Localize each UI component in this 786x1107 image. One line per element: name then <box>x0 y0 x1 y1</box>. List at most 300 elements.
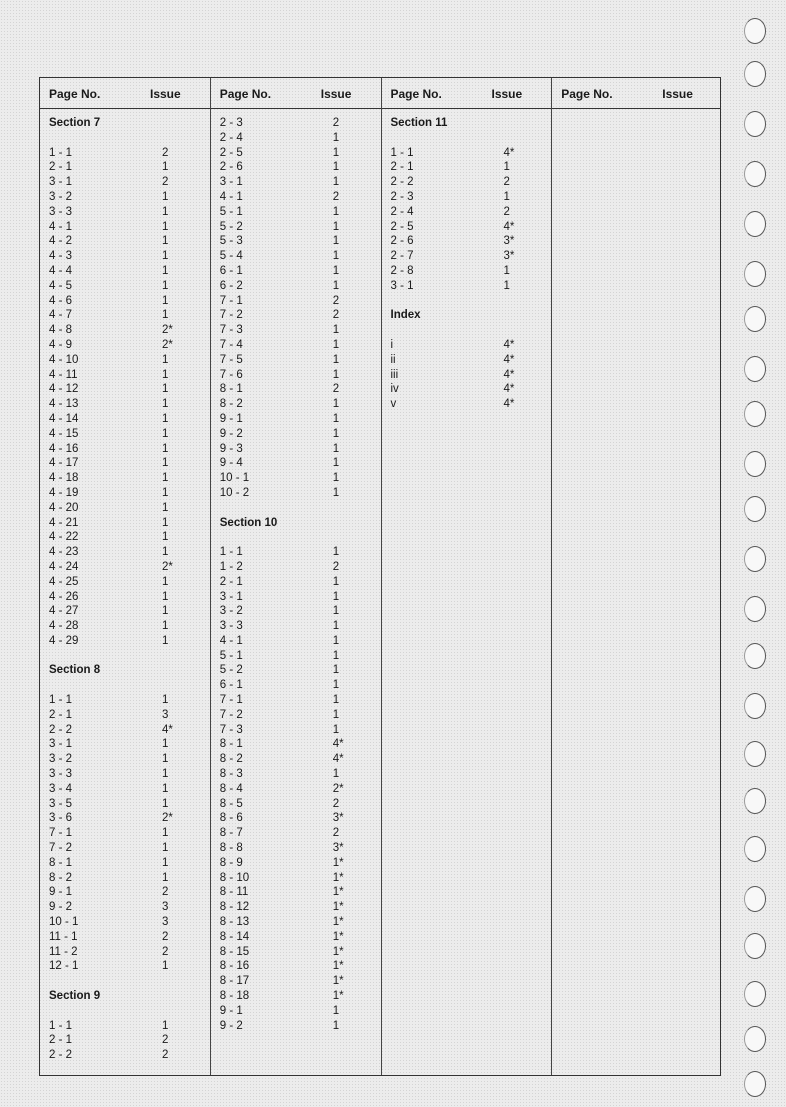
table-row <box>211 220 381 235</box>
page-number: 4 - 16 <box>49 442 79 455</box>
page-number: 11 - 2 <box>49 945 78 958</box>
issue-number: 1 <box>162 383 169 396</box>
page-number: 3 - 2 <box>219 605 243 618</box>
issue-number: 2 <box>332 294 340 307</box>
page-number: 8 - 12 <box>219 901 250 914</box>
issue-number: 1 <box>332 708 340 721</box>
page-number: 2 - 1 <box>49 1034 73 1047</box>
table-row <box>40 856 210 871</box>
binder-hole <box>744 451 766 477</box>
page-number: 8 - 10 <box>219 871 250 884</box>
page-number: 4 - 1 <box>49 220 73 233</box>
page-number: 2 - 6 <box>390 235 414 248</box>
issue-number: 1 <box>162 161 169 174</box>
page-number: i <box>390 338 394 351</box>
issue-number: 1* <box>332 886 344 899</box>
page-number: iii <box>390 368 399 381</box>
page-number: 7 - 2 <box>219 309 243 322</box>
table-row <box>211 915 381 930</box>
page-number: 4 - 27 <box>49 605 79 618</box>
page-number: 5 - 2 <box>219 220 243 233</box>
issue-number: 1 <box>162 738 169 751</box>
table-row <box>40 708 210 723</box>
binder-hole <box>744 643 766 669</box>
issue-number: 2* <box>162 338 173 351</box>
issue-number: 2 <box>332 560 340 573</box>
table-row <box>211 116 381 131</box>
table-row <box>382 279 552 294</box>
page-number: 4 - 9 <box>49 338 73 351</box>
page-number: 7 - 6 <box>219 368 243 381</box>
page-number: 1 - 1 <box>219 546 243 559</box>
table-row <box>211 545 381 560</box>
page-number: 7 - 4 <box>219 338 243 351</box>
page-number: 4 - 2 <box>49 235 73 248</box>
issue-number: 1* <box>332 856 344 869</box>
table-row <box>40 456 210 471</box>
issue-number: 1 <box>332 457 340 470</box>
issue-number: 1 <box>332 368 340 381</box>
table-row <box>40 649 210 664</box>
issue-number: 2 <box>162 1049 169 1062</box>
issue-number: 3 <box>162 708 169 721</box>
table-row <box>211 397 381 412</box>
page-number: 4 - 14 <box>49 412 79 425</box>
column-header <box>552 78 720 109</box>
table-row <box>382 205 552 220</box>
column-body <box>552 109 720 116</box>
issue-number: 2 <box>162 886 169 899</box>
issue-number: 1 <box>332 575 340 588</box>
issue-number: 1 <box>162 427 169 440</box>
issue-number: 1 <box>162 546 169 559</box>
page-number: 1 - 1 <box>49 694 73 707</box>
table-row <box>211 427 381 442</box>
table-row <box>211 323 381 338</box>
issue-number: 1 <box>162 190 169 203</box>
table-row <box>211 456 381 471</box>
table-row <box>382 146 552 161</box>
issue-number: 1 <box>332 235 340 248</box>
issue-number: 1 <box>503 161 510 174</box>
page-number: 12 - 1 <box>49 960 79 973</box>
issue-number: 4* <box>503 146 515 159</box>
table-row <box>40 220 210 235</box>
issue-number: 2 <box>332 827 340 840</box>
issue-number: 2 <box>162 176 169 189</box>
page-number: 9 - 1 <box>49 886 73 899</box>
issue-number: 1 <box>332 250 340 263</box>
table-row <box>211 353 381 368</box>
column-body <box>40 109 210 1063</box>
issue-number: 1 <box>332 486 340 499</box>
page-number: 1 - 1 <box>390 146 414 159</box>
binder-hole <box>744 211 766 237</box>
table-row <box>40 619 210 634</box>
page-number: 1 - 2 <box>219 560 243 573</box>
table-column <box>40 78 211 1075</box>
page-number: 6 - 2 <box>219 279 243 292</box>
column-header <box>382 78 552 109</box>
column-body <box>211 109 381 1033</box>
page-number: 8 - 2 <box>49 871 73 884</box>
table-row <box>40 190 210 205</box>
issue-number: 1 <box>162 871 169 884</box>
table-row <box>211 945 381 960</box>
page-number: 9 - 1 <box>219 412 243 425</box>
page-no-header: Page No. <box>390 87 442 101</box>
table-row <box>40 249 210 264</box>
page-number: 3 - 1 <box>219 590 243 603</box>
table-row <box>211 1004 381 1019</box>
page-number: 3 - 2 <box>49 190 73 203</box>
issue-number: 1 <box>332 768 340 781</box>
table-row <box>40 146 210 161</box>
table-row <box>211 486 381 501</box>
page-number: 4 - 1 <box>219 190 243 203</box>
table-row <box>382 353 552 368</box>
issue-number: 1 <box>332 472 340 485</box>
table-row <box>382 249 552 264</box>
table-row <box>40 930 210 945</box>
issue-number: 2* <box>162 812 173 825</box>
page-number: 1 - 1 <box>49 1019 73 1032</box>
issue-number: 1 <box>162 294 169 307</box>
issue-number: 2 <box>162 945 169 958</box>
issue-number: 3* <box>503 235 515 248</box>
table-row <box>40 752 210 767</box>
page-number: 8 - 2 <box>219 398 243 411</box>
section-heading: Section 7 <box>49 117 101 129</box>
page-number: 6 - 1 <box>219 679 243 692</box>
table-row <box>211 619 381 634</box>
table-row <box>382 175 552 190</box>
issue-number: 1 <box>332 324 340 337</box>
page-number: 3 - 3 <box>49 205 73 218</box>
page-number: 4 - 29 <box>49 634 79 647</box>
table-row <box>211 649 381 664</box>
issue-number: 4* <box>162 723 173 736</box>
issue-number: 1 <box>332 427 340 440</box>
issue-number: 4* <box>503 353 515 366</box>
page-number: 5 - 4 <box>219 250 243 263</box>
binder-hole <box>744 401 766 427</box>
page-number: 8 - 5 <box>219 797 243 810</box>
section-heading: Section 9 <box>49 990 101 1003</box>
issue-number: 3* <box>332 842 344 855</box>
table-row <box>382 397 552 412</box>
page-number: v <box>390 398 397 411</box>
table-row <box>382 294 552 309</box>
page-number: 9 - 3 <box>219 442 243 455</box>
issue-number: 1* <box>332 960 344 973</box>
page-number: 2 - 4 <box>390 205 414 218</box>
issue-number: 1 <box>162 250 169 263</box>
table-row <box>40 575 210 590</box>
page-number: 4 - 12 <box>49 383 79 396</box>
table-row <box>40 545 210 560</box>
issue-number: 1 <box>332 649 340 662</box>
table-row <box>40 604 210 619</box>
issue-number: 1* <box>332 990 344 1003</box>
issue-number: 1 <box>332 131 340 144</box>
issue-number: 4* <box>503 368 515 381</box>
page-number: 9 - 2 <box>219 1019 243 1032</box>
table-row <box>40 353 210 368</box>
page-number: 8 - 11 <box>219 886 249 899</box>
table-row <box>40 811 210 826</box>
issue-number: 1 <box>162 472 169 485</box>
issue-header: Issue <box>150 87 181 101</box>
issue-number: 4* <box>332 738 344 751</box>
issue-number: 1 <box>162 235 169 248</box>
issue-number: 1 <box>332 605 340 618</box>
page-number: 4 - 13 <box>49 398 79 411</box>
page-number: 4 - 1 <box>219 634 243 647</box>
table-row <box>40 486 210 501</box>
page-number: 8 - 8 <box>219 842 243 855</box>
page-number: 2 - 2 <box>390 176 414 189</box>
page-number: 6 - 1 <box>219 264 243 277</box>
page-number: 3 - 1 <box>49 738 73 751</box>
page-number: 4 - 23 <box>49 546 79 559</box>
table-row <box>40 264 210 279</box>
table-row <box>40 516 210 531</box>
page-number: 3 - 1 <box>390 279 414 292</box>
issue-number: 1 <box>162 353 169 366</box>
issue-number: 1 <box>332 353 340 366</box>
page-number: 2 - 8 <box>390 264 414 277</box>
table-row <box>211 590 381 605</box>
page-number: 4 - 15 <box>49 427 79 440</box>
table-row <box>211 782 381 797</box>
table-row <box>211 752 381 767</box>
table-row <box>40 959 210 974</box>
table-row <box>211 900 381 915</box>
page-number: 1 - 1 <box>49 146 73 159</box>
page-number: 5 - 1 <box>219 205 243 218</box>
section-heading: Section 10 <box>219 516 278 529</box>
table-row <box>40 382 210 397</box>
page-number: 2 - 2 <box>49 1049 73 1062</box>
page-number: 5 - 2 <box>219 664 243 677</box>
issue-number: 1 <box>332 398 340 411</box>
section-heading-row <box>211 516 381 531</box>
table-row <box>211 308 381 323</box>
page-number: 3 - 1 <box>49 176 73 189</box>
page-number: 3 - 2 <box>49 753 73 766</box>
page-number: 10 - 2 <box>219 486 250 499</box>
table-row <box>40 471 210 486</box>
table-row <box>211 634 381 649</box>
page-number: 8 - 13 <box>219 916 250 929</box>
issue-number: 1 <box>162 368 169 381</box>
table-row <box>211 604 381 619</box>
page-number: 2 - 1 <box>390 161 414 174</box>
page-number: 5 - 1 <box>219 649 243 662</box>
page-number: 8 - 6 <box>219 812 243 825</box>
section-heading-row <box>40 116 210 131</box>
binder-hole <box>744 496 766 522</box>
page-number: 2 - 6 <box>219 161 243 174</box>
table-row <box>40 900 210 915</box>
table-row <box>40 678 210 693</box>
section-heading: Section 11 <box>390 117 448 129</box>
issue-number: 1 <box>162 842 169 855</box>
issue-number: 1 <box>162 264 169 277</box>
issue-number: 2* <box>162 324 173 337</box>
issue-number: 1 <box>332 338 340 351</box>
page-number: 7 - 1 <box>219 694 243 707</box>
issue-number: 1 <box>332 279 340 292</box>
issue-number: 1 <box>162 412 169 425</box>
table-row <box>40 397 210 412</box>
binder-hole <box>744 18 766 44</box>
page-number: 11 - 1 <box>49 930 78 943</box>
issue-number: 4* <box>503 398 515 411</box>
issue-number: 2 <box>332 383 340 396</box>
issue-number: 1 <box>162 1019 169 1032</box>
page-number: 4 - 19 <box>49 486 79 499</box>
table-row <box>211 1019 381 1034</box>
table-row <box>211 338 381 353</box>
binder-hole <box>744 1071 766 1097</box>
page-number: 7 - 3 <box>219 723 243 736</box>
page-number: 2 - 1 <box>219 575 243 588</box>
issue-number: 1 <box>332 264 340 277</box>
table-row <box>382 264 552 279</box>
table-row <box>40 368 210 383</box>
issue-number: 1 <box>162 960 169 973</box>
table-column <box>211 78 382 1075</box>
section-heading-row <box>40 989 210 1004</box>
table-row <box>40 530 210 545</box>
table-row <box>211 560 381 575</box>
table-row <box>382 323 552 338</box>
table-row <box>40 974 210 989</box>
issue-number: 2 <box>332 190 340 203</box>
binder-hole <box>744 981 766 1007</box>
table-row <box>40 279 210 294</box>
issue-header: Issue <box>491 87 523 101</box>
page-number: 3 - 6 <box>49 812 73 825</box>
binder-hole <box>744 261 766 287</box>
page-number: 10 - 1 <box>49 916 79 929</box>
table-row <box>211 530 381 545</box>
issue-number: 1 <box>162 575 169 588</box>
table-row <box>40 501 210 516</box>
issue-number: 4* <box>503 220 515 233</box>
page-number: 4 - 7 <box>49 309 73 322</box>
issue-number: 1* <box>332 945 344 958</box>
issue-number: 1 <box>162 856 169 869</box>
table-row <box>40 323 210 338</box>
issue-number: 1 <box>332 546 340 559</box>
table-row <box>211 412 381 427</box>
binder-hole <box>744 161 766 187</box>
page-number: 8 - 4 <box>219 782 243 795</box>
issue-number: 1 <box>162 486 169 499</box>
column-header <box>211 78 381 109</box>
issue-number: 2 <box>332 117 340 129</box>
page-number: 2 - 4 <box>219 131 243 144</box>
page-number: 3 - 1 <box>219 176 243 189</box>
binder-hole <box>744 596 766 622</box>
issue-number: 1 <box>162 605 169 618</box>
table-row <box>211 737 381 752</box>
issue-number: 3 <box>162 916 169 929</box>
table-row <box>40 885 210 900</box>
page-number: 10 - 1 <box>219 472 250 485</box>
page-number: 2 - 2 <box>49 723 73 736</box>
binder-hole <box>744 61 766 87</box>
issue-number: 1 <box>332 694 340 707</box>
page-number: 3 - 3 <box>219 620 243 633</box>
table-row <box>211 989 381 1004</box>
table-row <box>40 871 210 886</box>
issue-number: 1 <box>162 782 169 795</box>
page-number: 3 - 5 <box>49 797 73 810</box>
table-row <box>211 234 381 249</box>
page-number: 7 - 3 <box>219 324 243 337</box>
table-row <box>40 308 210 323</box>
issue-number: 1 <box>162 442 169 455</box>
table-row <box>40 131 210 146</box>
table-row <box>211 767 381 782</box>
issue-number: 1 <box>332 220 340 233</box>
binder-hole <box>744 886 766 912</box>
page-number: 4 - 20 <box>49 501 79 514</box>
page-number: 8 - 18 <box>219 990 250 1003</box>
issue-number: 1 <box>332 664 340 677</box>
table-row <box>211 131 381 146</box>
table-row <box>40 826 210 841</box>
table-row <box>40 723 210 738</box>
issue-number: 1 <box>332 442 340 455</box>
binder-hole <box>744 788 766 814</box>
table-row <box>40 1004 210 1019</box>
page-number: 4 - 18 <box>49 472 79 485</box>
page-number: 4 - 11 <box>49 368 78 381</box>
table-row <box>40 160 210 175</box>
page-number: 8 - 1 <box>219 738 243 751</box>
table-row <box>211 826 381 841</box>
issue-number: 1 <box>162 768 169 781</box>
page-number: 4 - 17 <box>49 457 79 470</box>
table-row <box>40 234 210 249</box>
table-row <box>382 338 552 353</box>
page-issue-table <box>39 77 721 1076</box>
table-row <box>211 723 381 738</box>
page-number: 8 - 1 <box>49 856 73 869</box>
issue-number: 1 <box>162 620 169 633</box>
issue-number: 3* <box>332 812 344 825</box>
issue-number: 4* <box>503 338 515 351</box>
page-number: 2 - 5 <box>390 220 414 233</box>
table-row <box>211 294 381 309</box>
issue-number: 2* <box>332 782 344 795</box>
issue-number: 1 <box>503 264 510 277</box>
table-row <box>40 412 210 427</box>
table-row <box>40 634 210 649</box>
table-row <box>40 1033 210 1048</box>
page-number: 2 - 3 <box>390 190 414 203</box>
issue-number: 1 <box>332 620 340 633</box>
table-row <box>211 175 381 190</box>
table-row <box>40 427 210 442</box>
page-number: 2 - 7 <box>390 250 414 263</box>
issue-number: 1* <box>332 901 344 914</box>
